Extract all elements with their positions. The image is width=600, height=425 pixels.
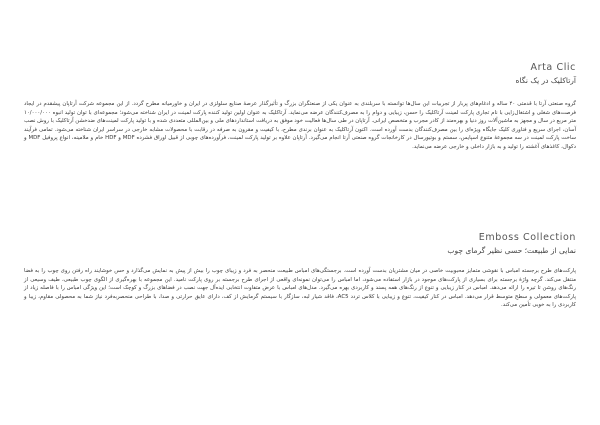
section-subtitle-fa: نمایی از طبیعت؛ حسی نظیر گرمای چوب [447, 246, 576, 255]
emboss-collection-section [24, 232, 576, 310]
section-body-text: پارکت‌های طرح برجسته امباس با نقوشی متمایز محبوبیت خاصی در میان مشتریان بدست آورده است. برجستگی‌های امباس طبیعت منحصر به فرد و زیبای چوب را بیش از پیش به نمایش می‌گذارد و حس خوشایند راه رفتن روی چوب را به فضا منتقل می‌کند. گرچه واژهٔ برجسته برای بسیاری از پارکت‌های موجود در بازار استفاده می‌شود، اما امباس را می‌توان نمونه‌ای واقعی از اجرای طرح برجسته بر روی پارکت نامید. این مجموعه با بهره‌گیری از الگوی چوب طبیعی، طیف وسیعی از رنگ‌های روشن تا تیره را ارائه می‌دهد. امباس در کنار زیبایی و تنوع از رنگ‌های همه پسند و کاربردی بهره می‌گیرد. مدل‌های امباس با عرض متفاوت انتخابی ایده‌آل جهت نصب در فضاهای بزرگ و کوچک است؛ این ویژگی امباس را با فاصله زیاد از پارکت‌های معمولی و سطح متوسط قرار می‌دهد. امباس در کنار کیفیت، تنوع و زیبایی با کلاس تردد AC5، فاقد شیار لبه، سازگار با سیستم گرمایش از کف، دارای عایق حرارتی و صدا، با طراحی منحصربه‌فرد نیاز شما به محصولی مقاوم، زیبا و کاربردی را به خوبی تأمین می‌کند. [24, 268, 577, 309]
arta-clic-section [24, 62, 576, 152]
section-body-text: گروه صنعتی آرتا با قدمتی ۴۰ ساله و ادغام‌های پربار از تجربیات این سال‌ها توانسته با سربلندی به عنوان یکی از صنعتگران بزرگ و تأثیرگذار عرصهٔ صنایع سلولزی در ایران و خاورمیانه مطرح گردد. از این مجموعه شرکت آرتاپان پیشقدم در ایجاد فرصت‌های شغلی و اشتغال‌زایی با نام تجاری پارکت لمینت آرتاکلیک را حسن، زیبایی و دوام را به مصرف‌کنندگان عرضه می‌نماید. آرتاکلیک به عنوان اولین تولید کننده پارکت لمینت در ایران شناخته می‌شود؛ مجموعه‌ای با توان تولید انبوه ۱۰/۰۰۰/۰۰۰ متر مربع در سال و مجهز به ماشین‌آلات روز دنیا و بهره‌مند از کادر مجرب و متخصص ایرانی. آرتاپان در طی سال‌ها فعالیت خود موفق به دریافت استانداردهای ملی و بین‌المللی متعددی شده و با تولید پارکت لمینت‌های ضدخشن آرتاکلیک با روش نصب آسان، اجرای سریع و فناوری کلیک جایگاه ویژه‌ای را بین مصرف‌کنندگان بدست آورده است. اکنون آرتاکلیک به عنوان برندی مطرح، با کیفیت و مقرون به صرفه در رقابت با محصولات مشابه خارجی در سراسر ایران شناخته می‌شود. تمامی فرآیند ساخت پارکت لمینت در سه مجموعهٔ متنوع اسپایس، سستم و بوتیورسال در کارخانجات گروه صنعتی آرتا انجام می‌گیرد. آرتاپان علاوه بر تولید پارکت لمینت، فرآورده‌های چوبی از قبیل اوراق فشرده MDF و HDF خام و ملامینه، انواع پروفیل MDF و دکوال، کاغذهای آغشته را تولید و به بازار داخلی و خارجی عرضه می‌نماید. [24, 101, 576, 150]
section-title-en: Arta Clic [530, 62, 576, 73]
section-title-en: Emboss Collection [478, 232, 576, 243]
section-subtitle-fa: آرتاکلیک در یک نگاه [515, 76, 576, 85]
